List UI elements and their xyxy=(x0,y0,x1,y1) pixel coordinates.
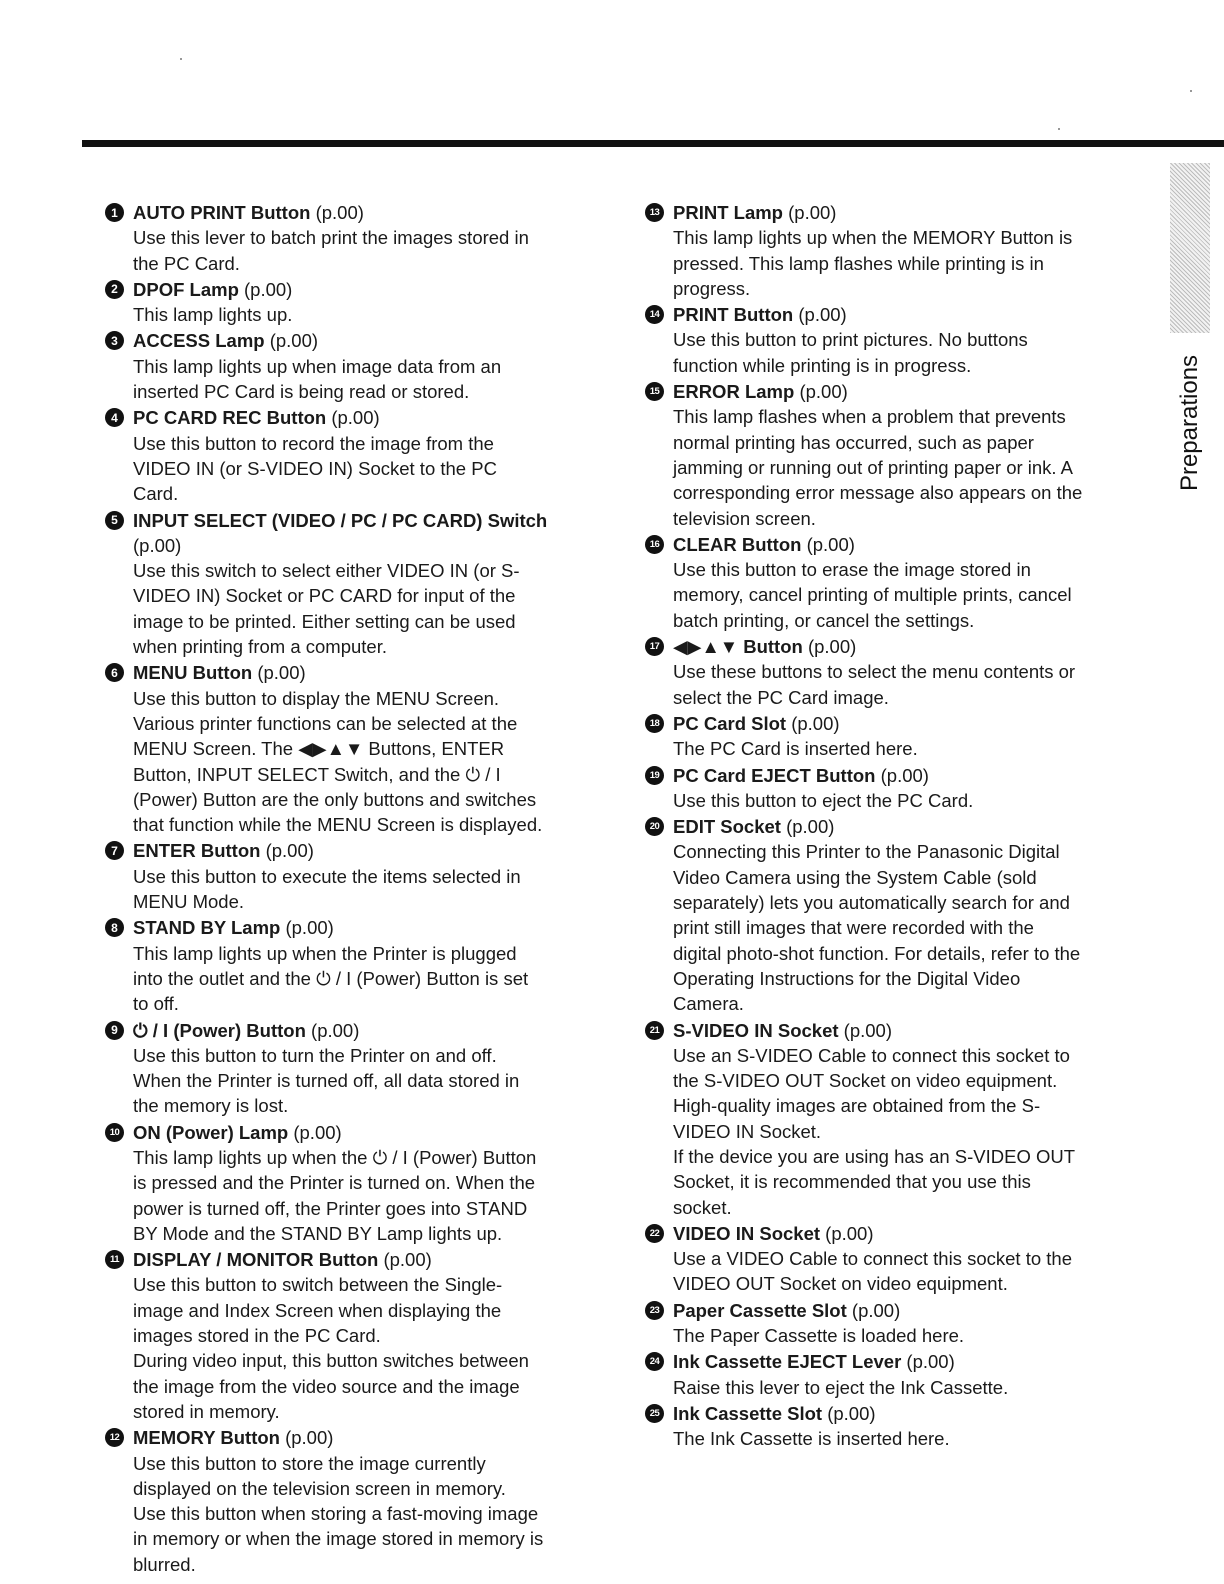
item-heading xyxy=(673,634,1150,659)
item-description-line: Use a VIDEO Cable to connect this socket to the xyxy=(673,1248,1072,1270)
item-title: S-VIDEO IN Socket xyxy=(673,1019,839,1041)
item-page-ref: (p.00) xyxy=(257,662,306,684)
item-description-line: in memory or when the image stored in memory is xyxy=(133,1528,544,1550)
item-heading xyxy=(133,277,595,302)
item-text xyxy=(673,1401,1150,1452)
item-description-line: image to be printed. Either setting can be used xyxy=(133,610,516,632)
item-page-ref: (p.00) xyxy=(906,1351,955,1373)
item-page-ref: (p.00) xyxy=(791,712,840,734)
part-item xyxy=(105,1247,595,1424)
part-item xyxy=(105,915,595,1016)
item-text xyxy=(133,1247,595,1424)
item-number-badge: 20 xyxy=(645,817,664,836)
item-number-badge: 24 xyxy=(645,1352,664,1371)
item-heading xyxy=(673,1221,1150,1246)
item-text xyxy=(673,1018,1150,1220)
item-description-line: Use this switch to select either VIDEO IN (or S- xyxy=(133,560,520,582)
item-heading xyxy=(133,405,595,430)
item-heading xyxy=(133,508,595,559)
item-page-ref: (p.00) xyxy=(807,636,857,658)
part-item xyxy=(105,405,595,506)
item-page-ref: (p.00) xyxy=(798,304,847,326)
item-heading xyxy=(133,1018,595,1043)
item-description-line: Use this button to store the image currently xyxy=(133,1452,486,1474)
item-number-badge: 10 xyxy=(105,1123,124,1142)
item-description-line: Use this button to erase the image stored in xyxy=(673,559,1031,581)
item-description-line: This lamp lights up when image data from an xyxy=(133,355,502,377)
item-heading xyxy=(133,838,595,863)
item-text xyxy=(133,200,595,276)
item-description-line: the memory is lost. xyxy=(133,1095,289,1117)
item-page-ref: (p.00) xyxy=(244,278,293,300)
item-page-ref: (p.00) xyxy=(825,1222,874,1244)
item-title: ENTER Button xyxy=(133,840,261,862)
item-number-badge: 8 xyxy=(105,918,124,937)
item-description-line: MENU Mode. xyxy=(133,891,245,913)
item-description-line: Use this lever to batch print the images stored in xyxy=(133,227,529,249)
item-description-line: pressed. This lamp flashes while printing is in xyxy=(673,252,1044,274)
item-text xyxy=(133,1425,595,1577)
item-description-line: Video Camera using the System Cable (sold xyxy=(673,866,1037,888)
part-item xyxy=(645,1401,1150,1452)
item-page-ref: (p.00) xyxy=(311,1019,360,1041)
section-tab-shading xyxy=(1170,163,1210,333)
part-item xyxy=(105,838,595,914)
item-page-ref: (p.00) xyxy=(265,840,314,862)
item-description-line: Use this button to switch between the Single- xyxy=(133,1274,503,1296)
item-page-ref: (p.00) xyxy=(315,202,364,223)
item-number-badge: 14 xyxy=(645,305,664,324)
item-title: PRINT Button xyxy=(673,304,794,326)
item-page-ref: (p.00) xyxy=(788,202,837,223)
item-description-line: Use this button to display the MENU Screen. xyxy=(133,687,500,709)
item-description-line: Raise this lever to eject the Ink Cassette. xyxy=(673,1376,1009,1398)
item-number-badge: 7 xyxy=(105,841,124,860)
item-number-badge: 6 xyxy=(105,663,124,682)
item-title: ON (Power) Lamp xyxy=(133,1121,289,1143)
part-item xyxy=(105,200,595,276)
item-description-line: Use this button to record the image from the xyxy=(133,432,494,454)
item-description-line: This lamp lights up when the MEMORY Button is xyxy=(673,227,1073,249)
item-description-line: During video input, this button switches between xyxy=(133,1350,529,1372)
item-description-line: digital photo-shot function. For details, refer to the xyxy=(673,942,1081,964)
item-number-badge: 25 xyxy=(645,1404,664,1423)
item-description-line: VIDEO IN) Socket or PC CARD for input of the xyxy=(133,585,516,607)
item-text xyxy=(673,634,1150,710)
item-description-line: socket. xyxy=(673,1196,732,1218)
item-title: DPOF Lamp xyxy=(133,278,239,300)
section-tab xyxy=(1165,340,1215,505)
item-heading xyxy=(673,763,1150,788)
scan-speck xyxy=(180,58,182,60)
item-text xyxy=(673,532,1150,633)
item-description-line: When the Printer is turned off, all data stored in xyxy=(133,1070,520,1092)
item-heading xyxy=(133,660,595,685)
item-page-ref: (p.00) xyxy=(269,330,319,352)
item-title: STAND BY Lamp xyxy=(133,917,281,939)
item-heading xyxy=(673,532,1150,557)
item-description-line: separately) lets you automatically search for and xyxy=(673,892,1070,914)
item-description-line: the S-VIDEO OUT Socket on video equipment. xyxy=(673,1070,1058,1092)
left-column xyxy=(105,200,595,1578)
scan-speck xyxy=(1058,128,1060,130)
section-tab-label: Preparations xyxy=(1176,354,1203,491)
part-item xyxy=(645,1018,1150,1220)
item-description-line: print still images that were recorded with the xyxy=(673,917,1034,939)
item-description-line: The PC Card is inserted here. xyxy=(673,738,918,760)
item-page-ref: (p.00) xyxy=(786,816,835,838)
item-heading xyxy=(673,302,1150,327)
part-item xyxy=(105,277,595,328)
item-text xyxy=(133,838,595,914)
item-number-badge: 5 xyxy=(105,511,124,530)
part-item xyxy=(105,660,595,837)
item-description-line: to off. xyxy=(133,993,179,1015)
item-description-line: television screen. xyxy=(673,507,816,529)
item-heading xyxy=(673,379,1150,404)
part-item xyxy=(645,1349,1150,1400)
part-item xyxy=(645,763,1150,814)
item-heading xyxy=(133,200,595,225)
item-number-badge: 9 xyxy=(105,1021,124,1040)
item-description-line: blurred. xyxy=(133,1553,196,1575)
item-heading xyxy=(673,1401,1150,1426)
item-text xyxy=(133,277,595,328)
part-item xyxy=(645,1298,1150,1349)
part-item xyxy=(105,508,595,660)
item-heading xyxy=(673,711,1150,736)
item-page-ref: (p.00) xyxy=(799,381,848,403)
item-page-ref: (p.00) xyxy=(285,1427,334,1449)
item-heading xyxy=(673,814,1150,839)
item-title: MEMORY Button xyxy=(133,1427,280,1449)
part-item xyxy=(645,814,1150,1016)
header-rule xyxy=(82,140,1224,147)
item-text xyxy=(673,379,1150,531)
item-heading xyxy=(133,915,595,940)
item-number-badge: 19 xyxy=(645,766,664,785)
item-text xyxy=(133,660,595,837)
item-number-badge: 15 xyxy=(645,382,664,401)
item-title: DISPLAY / MONITOR Button xyxy=(133,1249,379,1271)
item-heading xyxy=(673,1018,1150,1043)
item-number-badge: 22 xyxy=(645,1224,664,1243)
item-title: Ink Cassette EJECT Lever xyxy=(673,1351,902,1373)
part-item xyxy=(105,328,595,404)
item-description-line: Connecting this Printer to the Panasonic Digital xyxy=(673,841,1060,863)
item-description-line: Various printer functions can be selected at the xyxy=(133,712,518,734)
item-description-line: If the device you are using has an S-VIDEO OUT xyxy=(673,1145,1076,1167)
item-title: ACCESS Lamp xyxy=(133,330,265,352)
item-text xyxy=(133,1018,595,1119)
item-text xyxy=(673,711,1150,762)
item-description-line: VIDEO OUT Socket on video equipment. xyxy=(673,1273,1008,1295)
part-item xyxy=(645,200,1150,301)
item-text xyxy=(133,508,595,660)
item-description-line: normal printing has occurred, such as paper xyxy=(673,431,1034,453)
item-description-line: Use this button to turn the Printer on and off. xyxy=(133,1044,497,1066)
item-description-line: BY Mode and the STAND BY Lamp lights up. xyxy=(133,1222,503,1244)
item-page-ref: (p.00) xyxy=(383,1249,432,1271)
item-description-line: (Power) Button are the only buttons and switches xyxy=(133,788,537,810)
item-heading xyxy=(133,1425,595,1450)
item-page-ref: (p.00) xyxy=(285,917,334,939)
item-title: PC Card EJECT Button xyxy=(673,764,876,786)
right-column xyxy=(645,200,1150,1453)
part-item xyxy=(105,1425,595,1577)
item-description-line: the image from the video source and the image xyxy=(133,1375,520,1397)
part-item xyxy=(645,634,1150,710)
item-title: PC Card Slot xyxy=(673,712,787,734)
item-description-line: memory, cancel printing of multiple prints, cancel xyxy=(673,584,1072,606)
item-description-line: This lamp lights up when the Printer is plugged xyxy=(133,942,517,964)
item-description-line: power is turned off, the Printer goes into STAND xyxy=(133,1197,528,1219)
part-item xyxy=(645,532,1150,633)
item-description-line: batch printing, or cancel the settings. xyxy=(673,609,975,631)
part-item xyxy=(645,711,1150,762)
item-text xyxy=(133,328,595,404)
item-description-line: This lamp flashes when a problem that prevents xyxy=(673,406,1066,428)
item-text xyxy=(133,1120,595,1246)
item-description-line: is pressed and the Printer is turned on. When the xyxy=(133,1172,536,1194)
item-title: CLEAR Button xyxy=(673,533,802,555)
item-description-line: This lamp lights up. xyxy=(133,304,293,326)
item-text xyxy=(673,1349,1150,1400)
item-heading xyxy=(673,200,1150,225)
item-description-line: Card. xyxy=(133,483,179,505)
part-item xyxy=(645,302,1150,378)
item-text xyxy=(673,200,1150,301)
item-number-badge: 4 xyxy=(105,408,124,427)
item-page-ref: (p.00) xyxy=(293,1121,342,1143)
item-number-badge: 1 xyxy=(105,203,124,222)
item-description-line: Use these buttons to select the menu contents or xyxy=(673,661,1076,683)
item-title: AUTO PRINT Button xyxy=(133,202,311,223)
part-item xyxy=(645,1221,1150,1297)
item-number-badge: 13 xyxy=(645,203,664,222)
item-description-line: stored in memory. xyxy=(133,1400,280,1422)
item-description-line: MENU Screen. The ◀▶▲▼ Buttons, ENTER xyxy=(133,738,505,760)
item-description-line: into the outlet and the ⏻ / I (Power) Button is set xyxy=(133,967,529,989)
item-title: Paper Cassette Slot xyxy=(673,1299,847,1321)
item-number-badge: 23 xyxy=(645,1301,664,1320)
item-description-line: High-quality images are obtained from the S- xyxy=(673,1095,1041,1117)
part-item xyxy=(645,379,1150,531)
item-description-line: when printing from a computer. xyxy=(133,636,387,658)
item-description-line: corresponding error message also appears on the xyxy=(673,482,1083,504)
item-title: Ink Cassette Slot xyxy=(673,1402,823,1424)
item-description-line: Camera. xyxy=(673,993,744,1015)
item-title: VIDEO IN Socket xyxy=(673,1222,821,1244)
item-number-badge: 21 xyxy=(645,1021,664,1040)
item-description-line: Use this button to execute the items selected in xyxy=(133,865,521,887)
item-description-line: Use this button to eject the PC Card. xyxy=(673,789,974,811)
item-page-ref: (p.00) xyxy=(851,1299,901,1321)
item-description-line: Use this button to print pictures. No buttons xyxy=(673,329,1028,351)
item-text xyxy=(673,302,1150,378)
item-description-line: displayed on the television screen in memory. xyxy=(133,1477,506,1499)
item-description-line: This lamp lights up when the ⏻ / I (Power) Button xyxy=(133,1146,537,1168)
item-title: INPUT SELECT (VIDEO / PC / PC CARD) Switch xyxy=(133,509,548,531)
part-item xyxy=(105,1120,595,1246)
item-number-badge: 3 xyxy=(105,331,124,350)
item-description-line: select the PC Card image. xyxy=(673,686,889,708)
item-description-line: images stored in the PC Card. xyxy=(133,1325,381,1347)
item-title: EDIT Socket xyxy=(673,816,781,838)
item-description-line: the PC Card. xyxy=(133,252,240,274)
item-number-badge: 18 xyxy=(645,714,664,733)
item-number-badge: 17 xyxy=(645,637,664,656)
item-page-ref: (p.00) xyxy=(843,1019,892,1041)
item-description-line: Socket, it is recommended that you use this xyxy=(673,1171,1031,1193)
item-number-badge: 11 xyxy=(105,1250,124,1269)
item-heading xyxy=(133,1120,595,1145)
item-text xyxy=(673,763,1150,814)
item-heading xyxy=(673,1349,1150,1374)
item-description-line: VIDEO IN Socket. xyxy=(673,1120,822,1142)
item-text xyxy=(673,814,1150,1016)
item-number-badge: 12 xyxy=(105,1428,124,1447)
item-text xyxy=(133,915,595,1016)
item-title: PC CARD REC Button xyxy=(133,407,327,429)
item-description-line: progress. xyxy=(673,277,751,299)
item-text xyxy=(673,1298,1150,1349)
scan-speck xyxy=(1190,90,1192,92)
part-item xyxy=(105,1018,595,1119)
item-description-line: that function while the MENU Screen is displayed. xyxy=(133,814,543,836)
item-number-badge: 2 xyxy=(105,280,124,299)
item-title: MENU Button xyxy=(133,662,253,684)
item-description-line: The Ink Cassette is inserted here. xyxy=(673,1428,950,1450)
item-description-line: VIDEO IN (or S-VIDEO IN) Socket to the PC xyxy=(133,457,497,479)
item-title: ⏻ / I (Power) Button xyxy=(133,1019,306,1041)
item-title: PRINT Lamp xyxy=(673,202,783,223)
item-description-line: Use this button when storing a fast-moving image xyxy=(133,1503,539,1525)
item-page-ref: (p.00) xyxy=(806,533,855,555)
item-page-ref: (p.00) xyxy=(331,407,380,429)
item-title: ERROR Lamp xyxy=(673,381,795,403)
item-description-line: Use an S-VIDEO Cable to connect this socket to xyxy=(673,1044,1070,1066)
item-description-line: Operating Instructions for the Digital Video xyxy=(673,967,1021,989)
item-title: ◀▶▲▼ Button xyxy=(673,636,803,658)
item-page-ref: (p.00) xyxy=(133,534,182,556)
item-heading xyxy=(133,1247,595,1272)
item-heading xyxy=(673,1298,1150,1323)
item-page-ref: (p.00) xyxy=(880,764,929,786)
item-page-ref: (p.00) xyxy=(827,1402,876,1424)
item-description-line: inserted PC Card is being read or stored. xyxy=(133,381,470,403)
item-text xyxy=(673,1221,1150,1297)
item-description-line: The Paper Cassette is loaded here. xyxy=(673,1325,965,1347)
item-description-line: Button, INPUT SELECT Switch, and the ⏻ / I xyxy=(133,763,501,785)
item-number-badge: 16 xyxy=(645,535,664,554)
item-text xyxy=(133,405,595,506)
item-description-line: image and Index Screen when displaying the xyxy=(133,1299,502,1321)
item-description-line: jamming or running out of printing paper or ink. A xyxy=(673,456,1074,478)
item-heading xyxy=(133,328,595,353)
item-description-line: function while printing is in progress. xyxy=(673,354,972,376)
